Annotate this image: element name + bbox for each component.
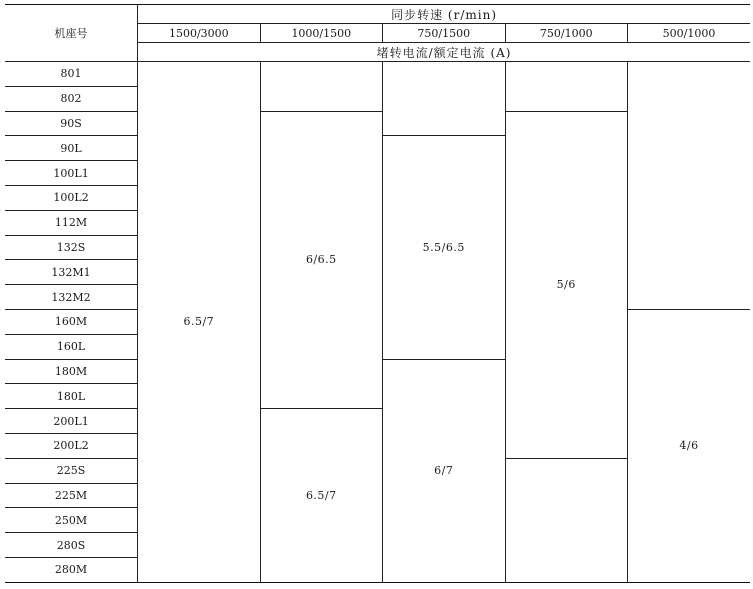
model-cell: 180L bbox=[5, 384, 138, 409]
model-cell: 200L2 bbox=[5, 433, 138, 458]
motor-current-table bbox=[5, 4, 750, 583]
value-col3-mid: 5.5/6.5 bbox=[383, 136, 505, 359]
model-cell: 90S bbox=[5, 111, 138, 136]
speed-header-5: 500/1000 bbox=[627, 24, 750, 43]
model-cell: 100L1 bbox=[5, 161, 138, 186]
speed-header-4: 750/1000 bbox=[505, 24, 627, 43]
value-col2-mid: 6/6.5 bbox=[260, 111, 382, 409]
model-cell: 225M bbox=[5, 483, 138, 508]
model-cell: 132M1 bbox=[5, 260, 138, 285]
value-col4-bottom-empty bbox=[505, 458, 627, 582]
model-cell: 280M bbox=[5, 557, 138, 582]
value-col3-bottom: 6/7 bbox=[383, 359, 505, 582]
model-cell: 90L bbox=[5, 136, 138, 161]
value-col2-top-empty bbox=[260, 62, 382, 112]
model-cell: 160L bbox=[5, 334, 138, 359]
model-cell: 250M bbox=[5, 508, 138, 533]
value-col5-bottom: 4/6 bbox=[627, 309, 750, 582]
model-cell: 100L2 bbox=[5, 185, 138, 210]
value-col3-top-empty bbox=[383, 62, 505, 136]
sync-speed-header: 同步转速 (r/min) bbox=[138, 5, 750, 24]
value-col2-bottom: 6.5/7 bbox=[260, 409, 382, 583]
value-col4-mid: 5/6 bbox=[505, 111, 627, 458]
value-col5-top-empty bbox=[627, 62, 750, 310]
speed-header-2: 1000/1500 bbox=[260, 24, 382, 43]
value-col4-top-empty bbox=[505, 62, 627, 112]
model-cell: 160M bbox=[5, 309, 138, 334]
model-cell: 180M bbox=[5, 359, 138, 384]
speed-header-3: 750/1500 bbox=[383, 24, 505, 43]
model-cell: 132M2 bbox=[5, 285, 138, 310]
model-cell: 280S bbox=[5, 533, 138, 558]
current-ratio-header: 堵转电流/额定电流 (A) bbox=[138, 43, 750, 62]
model-cell: 801 bbox=[5, 62, 138, 87]
model-cell: 112M bbox=[5, 210, 138, 235]
value-col1: 6.5/7 bbox=[138, 62, 260, 583]
model-cell: 200L1 bbox=[5, 409, 138, 434]
model-cell: 225S bbox=[5, 458, 138, 483]
model-header: 机座号 bbox=[5, 5, 138, 62]
speed-header-1: 1500/3000 bbox=[138, 24, 260, 43]
model-cell: 132S bbox=[5, 235, 138, 260]
model-cell: 802 bbox=[5, 86, 138, 111]
